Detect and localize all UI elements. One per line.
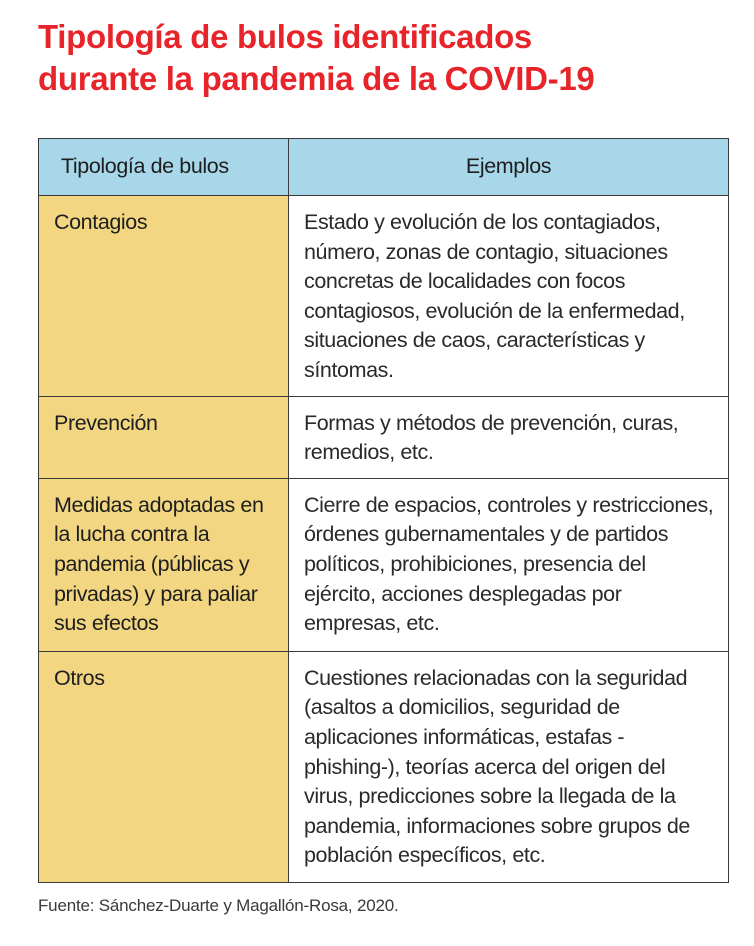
table-header-row	[39, 139, 729, 196]
typology-cell: Otros	[39, 651, 289, 882]
examples-cell: Cierre de espacios, controles y restricciones, órdenes gubernamentales y de partidos políticos, prohibiciones, presencia del ejército, acciones desplegadas por empresas, etc.	[289, 478, 729, 651]
examples-cell: Estado y evolución de los contagiados, número, zonas de contagio, situaciones concretas de localidades con focos contagiosos, evolución de la enfermedad, situaciones de caos, características y síntomas.	[289, 196, 729, 397]
examples-cell: Cuestiones relacionadas con la seguridad (asaltos a domicilios, seguridad de aplicaciones informáticas, estafas -phishing-), teorías acerca del origen del virus, predicciones sobre la llegada de la pandemia, informaciones sobre grupos de población específicos, etc.	[289, 651, 729, 882]
table-row	[39, 196, 729, 397]
typology-cell: Medidas adoptadas en la lucha contra la pandemia (públicas y privadas) y para paliar sus efectos	[39, 478, 289, 651]
table-row	[39, 478, 729, 651]
examples-cell: Formas y métodos de prevención, curas, remedios, etc.	[289, 396, 729, 478]
typology-cell: Contagios	[39, 196, 289, 397]
table-row	[39, 396, 729, 478]
title-line-1: Tipología de bulos identificados	[38, 18, 532, 55]
source-caption: Fuente: Sánchez-Duarte y Magallón-Rosa, 2020.	[38, 896, 399, 915]
column-header-typology: Tipología de bulos	[39, 139, 289, 196]
typology-cell: Prevención	[39, 396, 289, 478]
hoax-typology-table	[38, 138, 729, 883]
table-row	[39, 651, 729, 882]
column-header-examples: Ejemplos	[289, 139, 729, 196]
page-title	[38, 16, 728, 100]
title-line-2: durante la pandemia de la COVID-19	[38, 60, 595, 97]
